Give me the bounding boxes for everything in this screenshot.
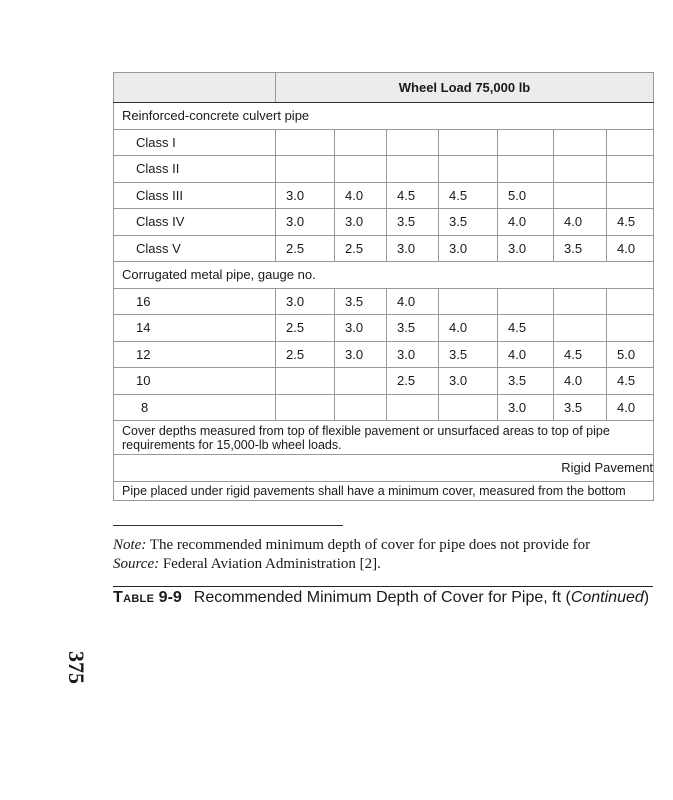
- cmp-row-label: 10: [114, 368, 276, 395]
- cover-depth-cell: 4.0: [554, 368, 607, 395]
- cover-depth-cell: [387, 129, 439, 156]
- table-row: [114, 209, 654, 236]
- cover-depth-cell: 3.5: [335, 288, 387, 315]
- footnote-rule: [113, 525, 343, 526]
- cover-depth-cell: 2.5: [387, 368, 439, 395]
- rigid-pavement-note: Pipe placed under rigid pavements shall have a minimum cover, measured from the bottom: [114, 481, 654, 500]
- cover-depth-cell: 2.5: [276, 341, 335, 368]
- cover-depth-cell: 3.0: [276, 182, 335, 209]
- note-line: [113, 536, 673, 555]
- table-row: [114, 288, 654, 315]
- cover-depth-cell: [276, 129, 335, 156]
- cover-depth-cell: 4.0: [439, 315, 498, 342]
- note-text: The recommended minimum depth of cover for pipe does not provide for: [146, 537, 591, 553]
- table-row: [114, 182, 654, 209]
- cover-depth-cell: 3.5: [439, 341, 498, 368]
- cover-depth-cell: [498, 129, 554, 156]
- table-notes: [113, 536, 673, 574]
- cover-depth-cell: 4.0: [607, 394, 654, 421]
- rc-section-heading: Reinforced-concrete culvert pipe: [114, 103, 654, 130]
- cover-depth-cell: 3.5: [387, 315, 439, 342]
- cover-depth-cell: 4.5: [554, 341, 607, 368]
- cover-depth-cell: 5.0: [607, 341, 654, 368]
- cover-depth-cell: [554, 288, 607, 315]
- note-label: Note:: [113, 537, 147, 553]
- cover-depth-cell: 3.0: [387, 235, 439, 262]
- cover-depth-cell: 3.5: [439, 209, 498, 236]
- cover-depth-cell: 2.5: [335, 235, 387, 262]
- cover-depth-cell: [498, 288, 554, 315]
- caption-rule: [113, 586, 653, 587]
- cover-depth-cell: [554, 156, 607, 183]
- rigid-note-row: [114, 481, 654, 500]
- cover-depth-table: [113, 72, 654, 501]
- wheel-load-header: Wheel Load 75,000 lb: [276, 73, 654, 103]
- cover-depth-cell: 3.5: [498, 368, 554, 395]
- cover-note-row: [114, 421, 654, 455]
- cover-depth-cell: [439, 394, 498, 421]
- cover-depth-cell: 4.0: [607, 235, 654, 262]
- table-row: [114, 235, 654, 262]
- cover-note: [114, 421, 654, 455]
- cover-depth-table-container: [113, 72, 653, 501]
- cover-depth-cell: [335, 394, 387, 421]
- cover-depth-cell: [276, 394, 335, 421]
- cover-depth-cell: [276, 368, 335, 395]
- cover-depth-cell: [276, 156, 335, 183]
- caption-table-number: 9-9: [158, 589, 182, 606]
- cover-depth-cell: [607, 315, 654, 342]
- cmp-row-label: 14: [114, 315, 276, 342]
- cover-depth-cell: [387, 394, 439, 421]
- cover-depth-cell: [554, 315, 607, 342]
- caption-table-label: Table: [113, 589, 155, 606]
- cmp-section-heading: Corrugated metal pipe, gauge no.: [114, 262, 654, 289]
- cover-depth-cell: 4.0: [498, 341, 554, 368]
- source-line: [113, 555, 673, 574]
- cover-depth-cell: [498, 156, 554, 183]
- rc-row-label: Class V: [114, 235, 276, 262]
- page-number: 375: [64, 651, 89, 684]
- cover-depth-cell: [439, 156, 498, 183]
- cover-depth-cell: [335, 156, 387, 183]
- cover-depth-cell: 3.0: [387, 341, 439, 368]
- cover-depth-cell: 3.0: [439, 368, 498, 395]
- rigid-pavement-header: Rigid Pavement: [114, 455, 654, 482]
- cover-depth-cell: [439, 288, 498, 315]
- cmp-section-row: [114, 262, 654, 289]
- cover-depth-cell: 4.0: [335, 182, 387, 209]
- cmp-row-label: 16: [114, 288, 276, 315]
- cover-note-line1: Cover depths measured from top of flexible pavement or unsurfaced areas to top of pipe: [122, 424, 610, 438]
- cover-depth-cell: [554, 129, 607, 156]
- table-header-row: [114, 73, 654, 103]
- cover-depth-cell: 4.5: [387, 182, 439, 209]
- caption-continued: Continued: [570, 589, 644, 606]
- rc-section-row: [114, 103, 654, 130]
- cover-depth-cell: 3.0: [498, 394, 554, 421]
- cover-depth-cell: 3.5: [554, 394, 607, 421]
- table-row: [114, 129, 654, 156]
- cmp-row-label: 12: [114, 341, 276, 368]
- caption-title-end: ): [643, 589, 650, 606]
- cover-depth-cell: 3.0: [335, 315, 387, 342]
- cover-depth-cell: 4.5: [607, 209, 654, 236]
- table-row: [114, 156, 654, 183]
- rc-row-label: Class III: [114, 182, 276, 209]
- rc-row-label: Class II: [114, 156, 276, 183]
- cover-depth-cell: 3.0: [498, 235, 554, 262]
- rc-row-label: Class I: [114, 129, 276, 156]
- cover-depth-cell: 4.0: [554, 209, 607, 236]
- cover-depth-cell: [439, 129, 498, 156]
- cover-depth-cell: 4.0: [498, 209, 554, 236]
- cover-depth-cell: [607, 182, 654, 209]
- cover-depth-cell: [335, 129, 387, 156]
- header-blank-cell: [114, 73, 276, 103]
- cover-depth-cell: 3.0: [335, 341, 387, 368]
- cover-depth-cell: [387, 156, 439, 183]
- cover-depth-cell: [607, 288, 654, 315]
- cover-depth-cell: 3.5: [387, 209, 439, 236]
- cover-depth-cell: 2.5: [276, 315, 335, 342]
- cover-depth-cell: 3.5: [554, 235, 607, 262]
- cover-depth-cell: [607, 156, 654, 183]
- caption-title: Recommended Minimum Depth of Cover for Pipe, ft (: [193, 589, 571, 606]
- cover-depth-cell: 3.0: [276, 288, 335, 315]
- cover-depth-cell: [335, 368, 387, 395]
- cover-depth-cell: 2.5: [276, 235, 335, 262]
- table-row: [114, 368, 654, 395]
- table-row: [114, 394, 654, 421]
- cover-depth-cell: 4.5: [607, 368, 654, 395]
- table-row: [114, 315, 654, 342]
- cover-depth-cell: 4.0: [387, 288, 439, 315]
- table-caption: [113, 589, 649, 607]
- cover-depth-cell: 3.0: [439, 235, 498, 262]
- rc-row-label: Class IV: [114, 209, 276, 236]
- table-row: [114, 341, 654, 368]
- source-text: Federal Aviation Administration [2].: [159, 556, 381, 572]
- cover-depth-cell: 3.0: [335, 209, 387, 236]
- cmp-row-label: 8: [114, 394, 276, 421]
- cover-depth-cell: [554, 182, 607, 209]
- cover-depth-cell: [607, 129, 654, 156]
- cover-depth-cell: 4.5: [439, 182, 498, 209]
- source-label: Source:: [113, 556, 160, 572]
- rigid-pavement-header-row: [114, 455, 654, 482]
- cover-depth-cell: 4.5: [498, 315, 554, 342]
- cover-depth-cell: 3.0: [276, 209, 335, 236]
- cover-note-line2: requirements for 15,000-lb wheel loads.: [122, 438, 342, 452]
- cover-depth-cell: 5.0: [498, 182, 554, 209]
